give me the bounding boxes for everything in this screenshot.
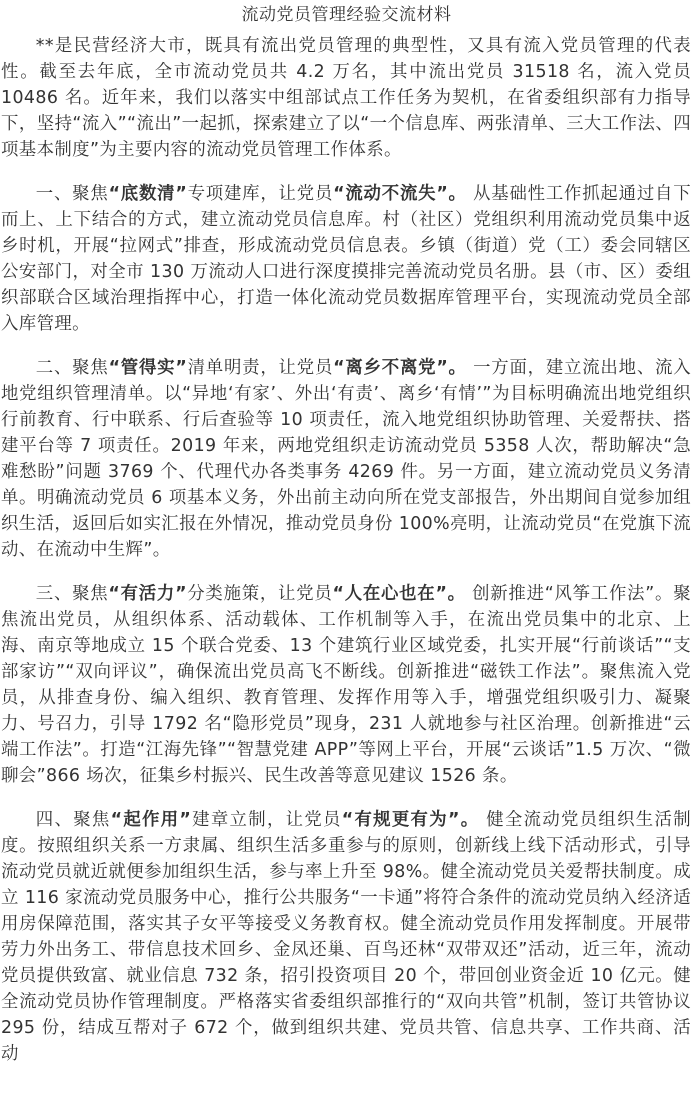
section-1-lead-a: 一、聚焦	[35, 184, 109, 204]
intro-paragraph: **是民营经济大市，既具有流出党员管理的典型性，又具有流入党员管理的代表性。截至去年底，全市流动党员共 4.2 万名，其中流出党员 31518 名，流入党员 10486 名。近年来，我们以落实中组部试点工作任务为契机，在省委组织部有力指导下，坚持“流入”“流出”一起抓，探索建立了以“一个信息库、两张清单、三大工作法、四项基本制度”为主要内容的流动党员管理工作体系。	[1, 36, 691, 160]
section-2-lead-b: 清单明责，让党员	[187, 358, 334, 378]
section-1-key-a: “底数清”	[108, 184, 188, 204]
section-3-body: 创新推进“风筝工作法”。聚焦流出党员，从组织体系、活动载体、工作机制等入手，在流出党员集中的北京、上海、南京等地成立 15 个联合党委、13 个建筑行业区域党委，扎实开展“行前谈话”“支部家访”“双向评议”，确保流出党员高飞不断线。创新推进“磁铁工作法”。聚焦流入党员，从排查身份、编入组织、教育管理、发挥作用等入手，增强党组织吸引力、凝聚力、号召力，引导 1792 名“隐形党员”现身，231 人就地参与社区治理。创新推进“云端工作法”。打造“江海先锋”“智慧党建 APP”等网上平台，开展“云谈话”1.5 万次、“微聊会”866 场次，征集乡村振兴、民生改善等意见建议 1526 条。	[1, 584, 691, 786]
section-2-key-a: “管得实”	[108, 358, 188, 378]
section-paragraph-3	[0, 581, 693, 789]
section-3-lead-b: 分类施策，让党员	[186, 584, 333, 604]
document-title: 流动党员管理经验交流材料	[241, 5, 452, 25]
section-1-body: 从基础性工作抓起通过自下而上、上下结合的方式，建立流动党员信息库。村（社区）党组织利用流动党员集中返乡时机，开展“拉网式”排查，形成流动党员信息表。乡镇（街道）党（工）委会同辖区公安部门，对全市 130 万流动人口进行深度摸排完善流动党员名册。县（市、区）委组织部联合区域治理指挥中心，打造一体化流动党员数据库管理平台，实现流动党员全部入库管理。	[1, 184, 691, 334]
section-1-key-b: “流动不流失”。	[333, 184, 467, 204]
section-1-lead-b: 专项建库，让党员	[187, 184, 334, 204]
section-3-key-a: “有活力”	[108, 584, 187, 604]
section-4-body: 健全流动党员组织生活制度。按照组织关系一方隶属、组织生活多重参与的原则，创新线上线下活动形式，引导流动党员就近就便参加组织生活，参与率上升至 98%。健全流动党员关爱帮扶制度。成立 116 家流动党员服务中心，推行公共服务“一卡通”将符合条件的流动党员纳入经济适用房保障范围，落实其子女平等接受义务教育权。健全流动党员作用发挥制度。开展带劳力外出务工、带信息技术回乡、金凤还巢、百鸟还林“双带双还”活动，近三年，流动党员提供致富、就业信息 732 条，招引投资项目 20 个，带回创业资金近 10 亿元。健全流动党员协作管理制度。严格落实省委组织部推行的“双向共管”机制，签订共管协议 295 份，结成互帮对子 672 个，做到组织共建、党员共管、信息共享、工作共商、活动	[1, 810, 691, 1064]
section-paragraph-1	[0, 181, 693, 337]
section-4-lead-a: 四、聚焦	[35, 810, 111, 830]
section-3-key-b: “人在心也在”。	[332, 584, 466, 604]
section-paragraph-2	[0, 355, 693, 563]
section-paragraph-4	[0, 807, 693, 1067]
section-2-key-b: “离乡不离党”。	[333, 358, 467, 378]
section-4-key-b: “有规更有为”。	[341, 810, 480, 830]
section-4-lead-b: 建章立制，让党员	[191, 810, 342, 830]
section-4-key-a: “起作用”	[110, 810, 192, 830]
section-2-lead-a: 二、聚焦	[35, 358, 109, 378]
section-3-lead-a: 三、聚焦	[35, 584, 109, 604]
section-2-body: 一方面，建立流出地、流入地党组织管理清单。以“异地‘有家’、外出‘有责’、离乡‘有情’”为目标明确流出地党组织行前教育、行中联系、行后查验等 10 项责任，流入地党组织协助管理、关爱帮扶、搭建平台等 7 项责任。2019 年来，两地党组织走访流动党员 5358 人次，帮助解决“急难愁盼”问题 3769 个、代理代办各类事务 4269 件。另一方面，建立流动党员义务清单。明确流动党员 6 项基本义务，外出前主动向所在党支部报告，外出期间自觉参加组织生活，返回后如实汇报在外情况，推动党员身份 100%亮明，让流动党员“在党旗下流动、在流动中生辉”。	[1, 358, 691, 560]
